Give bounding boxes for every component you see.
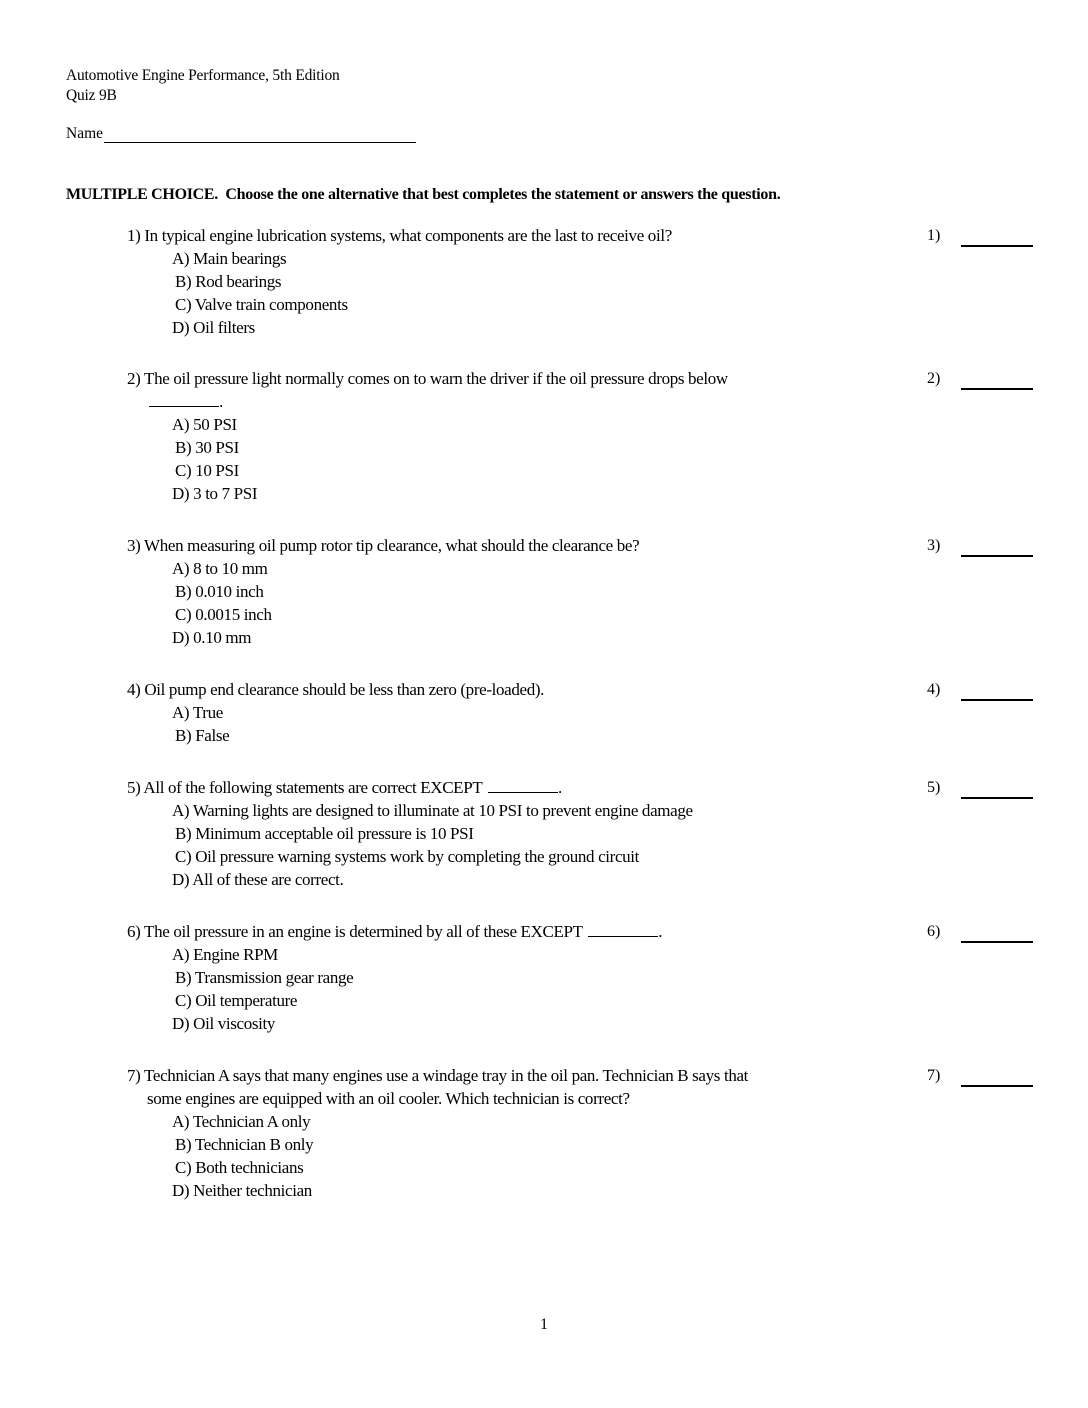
option-a: A) Main bearings bbox=[172, 249, 287, 268]
answer-blank[interactable] bbox=[961, 539, 1033, 557]
answer-number: 4) bbox=[927, 681, 941, 698]
question-3 bbox=[127, 534, 1067, 649]
option-d: D) Neither technician bbox=[172, 1181, 312, 1200]
answer-number: 6) bbox=[927, 923, 941, 940]
option-c: C) Both technicians bbox=[175, 1158, 304, 1177]
answer-number: 1) bbox=[927, 227, 941, 244]
option-a: A) 50 PSI bbox=[172, 415, 237, 434]
question-stem-text: 2) The oil pressure light normally comes on to warn the driver if the oil pressure drops below bbox=[127, 369, 728, 388]
answer-number: 5) bbox=[927, 779, 941, 796]
quiz-title: Quiz 9B bbox=[66, 87, 117, 104]
name-field-row bbox=[66, 124, 416, 143]
option-d: D) 3 to 7 PSI bbox=[172, 484, 258, 503]
answer-slot bbox=[927, 678, 1033, 701]
option-a: A) Engine RPM bbox=[172, 945, 278, 964]
answer-slot bbox=[927, 534, 1033, 557]
option-b: B) Minimum acceptable oil pressure is 10 PSI bbox=[175, 824, 474, 843]
instructions bbox=[66, 185, 780, 205]
inline-blank bbox=[149, 392, 219, 407]
question-2 bbox=[127, 367, 1067, 505]
option-b: B) Transmission gear range bbox=[175, 968, 354, 987]
answer-slot bbox=[927, 1064, 1033, 1087]
answer-blank[interactable] bbox=[961, 925, 1033, 943]
page-number: 1 bbox=[540, 1316, 548, 1333]
instructions-label: MULTIPLE CHOICE. bbox=[66, 186, 218, 203]
question-5 bbox=[127, 776, 1067, 891]
answer-blank[interactable] bbox=[961, 372, 1033, 390]
question-stem-text: 6) The oil pressure in an engine is determined by all of these EXCEPT bbox=[127, 922, 583, 941]
inline-blank bbox=[488, 778, 558, 793]
option-b: B) Technician B only bbox=[175, 1135, 314, 1154]
option-a: A) Technician A only bbox=[172, 1112, 311, 1131]
answer-blank[interactable] bbox=[961, 229, 1033, 247]
question-6 bbox=[127, 920, 1067, 1035]
option-d: D) Oil filters bbox=[172, 318, 255, 337]
answer-slot bbox=[927, 224, 1033, 247]
option-b: B) 30 PSI bbox=[175, 438, 239, 457]
question-stem bbox=[127, 367, 887, 413]
option-a: A) Warning lights are designed to illuminate at 10 PSI to prevent engine damage bbox=[172, 801, 693, 820]
answer-blank[interactable] bbox=[961, 781, 1033, 799]
option-c: C) Valve train components bbox=[175, 295, 348, 314]
question-stem: 1) In typical engine lubrication systems, what components are the last to receive oil? bbox=[127, 226, 672, 245]
question-stem-continuation: some engines are equipped with an oil cooler. Which technician is correct? bbox=[147, 1089, 630, 1108]
option-c: C) Oil pressure warning systems work by completing the ground circuit bbox=[175, 847, 640, 866]
course-title: Automotive Engine Performance, 5th Edition bbox=[66, 67, 340, 84]
question-stem-text: 7) Technician A says that many engines use a windage tray in the oil pan. Technician B says that bbox=[127, 1066, 749, 1085]
question-4 bbox=[127, 678, 1067, 747]
option-c: C) Oil temperature bbox=[175, 991, 298, 1010]
question-7 bbox=[127, 1064, 1067, 1202]
option-d: D) 0.10 mm bbox=[172, 628, 252, 647]
name-input-line[interactable] bbox=[104, 124, 416, 143]
question-stem: 6) The oil pressure in an engine is determined by all of these EXCEPT . bbox=[127, 922, 663, 941]
answer-slot bbox=[927, 367, 1033, 390]
option-a: A) True bbox=[172, 703, 223, 722]
question-stem: 4) Oil pump end clearance should be less than zero (pre-loaded). bbox=[127, 680, 545, 699]
instructions-text: Choose the one alternative that best completes the statement or answers the question. bbox=[225, 186, 781, 203]
question-1 bbox=[127, 224, 1067, 339]
inline-blank bbox=[588, 922, 658, 937]
answer-slot bbox=[927, 920, 1033, 943]
option-d: D) All of these are correct. bbox=[172, 870, 344, 889]
option-c: C) 0.0015 inch bbox=[175, 605, 272, 624]
answer-slot bbox=[927, 776, 1033, 799]
option-b: B) 0.010 inch bbox=[175, 582, 264, 601]
option-c: C) 10 PSI bbox=[175, 461, 239, 480]
question-stem-continuation: . bbox=[127, 390, 887, 413]
answer-number: 3) bbox=[927, 537, 941, 554]
question-stem: 3) When measuring oil pump rotor tip clearance, what should the clearance be? bbox=[127, 536, 640, 555]
question-stem-text: 5) All of the following statements are correct EXCEPT bbox=[127, 778, 483, 797]
option-b: B) False bbox=[175, 726, 230, 745]
name-label: Name bbox=[66, 125, 104, 142]
answer-blank[interactable] bbox=[961, 683, 1033, 701]
option-a: A) 8 to 10 mm bbox=[172, 559, 268, 578]
question-stem bbox=[127, 1064, 887, 1110]
answer-number: 2) bbox=[927, 370, 941, 387]
option-b: B) Rod bearings bbox=[175, 272, 282, 291]
answer-number: 7) bbox=[927, 1067, 941, 1084]
answer-blank[interactable] bbox=[961, 1069, 1033, 1087]
option-d: D) Oil viscosity bbox=[172, 1014, 276, 1033]
question-stem: 5) All of the following statements are correct EXCEPT . bbox=[127, 778, 562, 797]
